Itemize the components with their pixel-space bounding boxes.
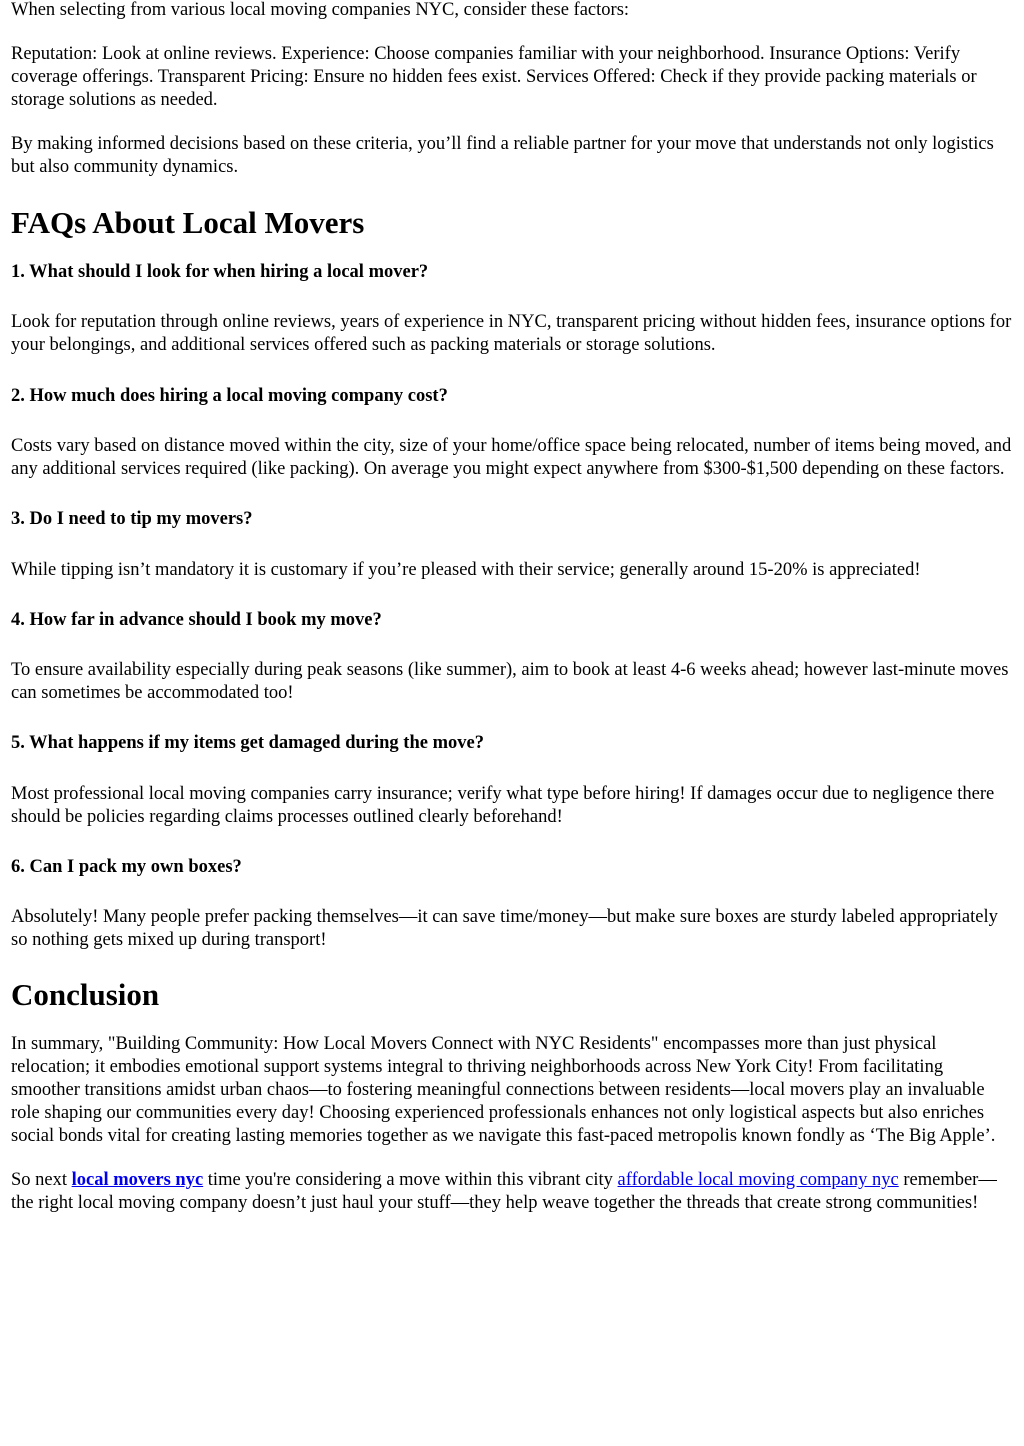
- conclusion-closing-paragraph: [11, 1169, 1013, 1215]
- conclusion-heading: Conclusion: [11, 977, 160, 1012]
- faq-question: 1. What should I look for when hiring a local mover?: [11, 262, 429, 282]
- faq-answer: Costs vary based on distance moved within the city, size of your home/office space being relocated, number of items being moved, and any additional services required (like packing). On average you might expect anywhere from $300-$1,500 depending on these factors.: [11, 436, 1012, 479]
- faq-question: 3. Do I need to tip my movers?: [11, 509, 253, 529]
- faq-question: 6. Can I pack my own boxes?: [11, 857, 242, 877]
- faq-answer: Absolutely! Many people prefer packing themselves—it can save time/money—but make sure boxes are sturdy labeled appropriately so nothing gets mixed up during transport!: [11, 907, 998, 950]
- faq-answer: Most professional local moving companies carry insurance; verify what type before hiring! If damages occur due to negligence there should be policies regarding claims processes outlined clearly beforehand!: [11, 784, 995, 827]
- local-movers-nyc-link[interactable]: local movers nyc: [71, 1170, 204, 1190]
- closing-text-end: remember—the right local moving company doesn’t just haul your stuff—they help weave together the threads that create strong communities!: [11, 1170, 997, 1213]
- faq-question: 5. What happens if my items get damaged during the move?: [11, 733, 484, 753]
- faq-answer: To ensure availability especially during peak seasons (like summer), aim to book at least 4-6 weeks ahead; however last-minute moves can sometimes be accommodated too!: [11, 660, 1009, 703]
- conclusion-summary-paragraph: In summary, "Building Community: How Local Movers Connect with NYC Residents" encompasses more than just physical relocation; it embodies emotional support systems integral to thriving neighborhoods across New York City! From facilitating smoother transitions amidst urban chaos—to fostering meaningful connections between residents—local movers play an invaluable role shaping our communities every day! Choosing experienced professionals enhances not only logistical aspects but also enriches social bonds vital for creating lasting memories together as we navigate this fast-paced metropolis known fondly as ‘The Big Apple’.: [11, 1034, 996, 1146]
- faqs-heading: FAQs About Local Movers: [11, 205, 365, 240]
- closing-text-start: So next: [11, 1170, 72, 1190]
- faq-question: 2. How much does hiring a local moving company cost?: [11, 386, 448, 406]
- informed-decisions-paragraph: By making informed decisions based on these criteria, you’ll find a reliable partner for your move that understands not only logistics but also community dynamics.: [11, 134, 994, 177]
- closing-text-middle: time you're considering a move within this vibrant city: [203, 1170, 618, 1190]
- faq-question: 4. How far in advance should I book my move?: [11, 610, 382, 630]
- intro-paragraph: When selecting from various local moving companies NYC, consider these factors:: [11, 0, 630, 20]
- faq-answer: Look for reputation through online reviews, years of experience in NYC, transparent pricing without hidden fees, insurance options for your belongings, and additional services offered such as packing materials or storage solutions.: [11, 312, 1012, 355]
- factors-paragraph: Reputation: Look at online reviews. Experience: Choose companies familiar with your neighborhood. Insurance Options: Verify coverage offerings. Transparent Pricing: Ensure no hidden fees exist. Services Offered: Check if they provide packing materials or storage solutions as needed.: [11, 44, 977, 110]
- faq-answer: While tipping isn’t mandatory it is customary if you’re pleased with their service; generally around 15-20% is appreciated!: [11, 560, 921, 580]
- affordable-moving-company-link[interactable]: affordable local moving company nyc: [617, 1170, 899, 1190]
